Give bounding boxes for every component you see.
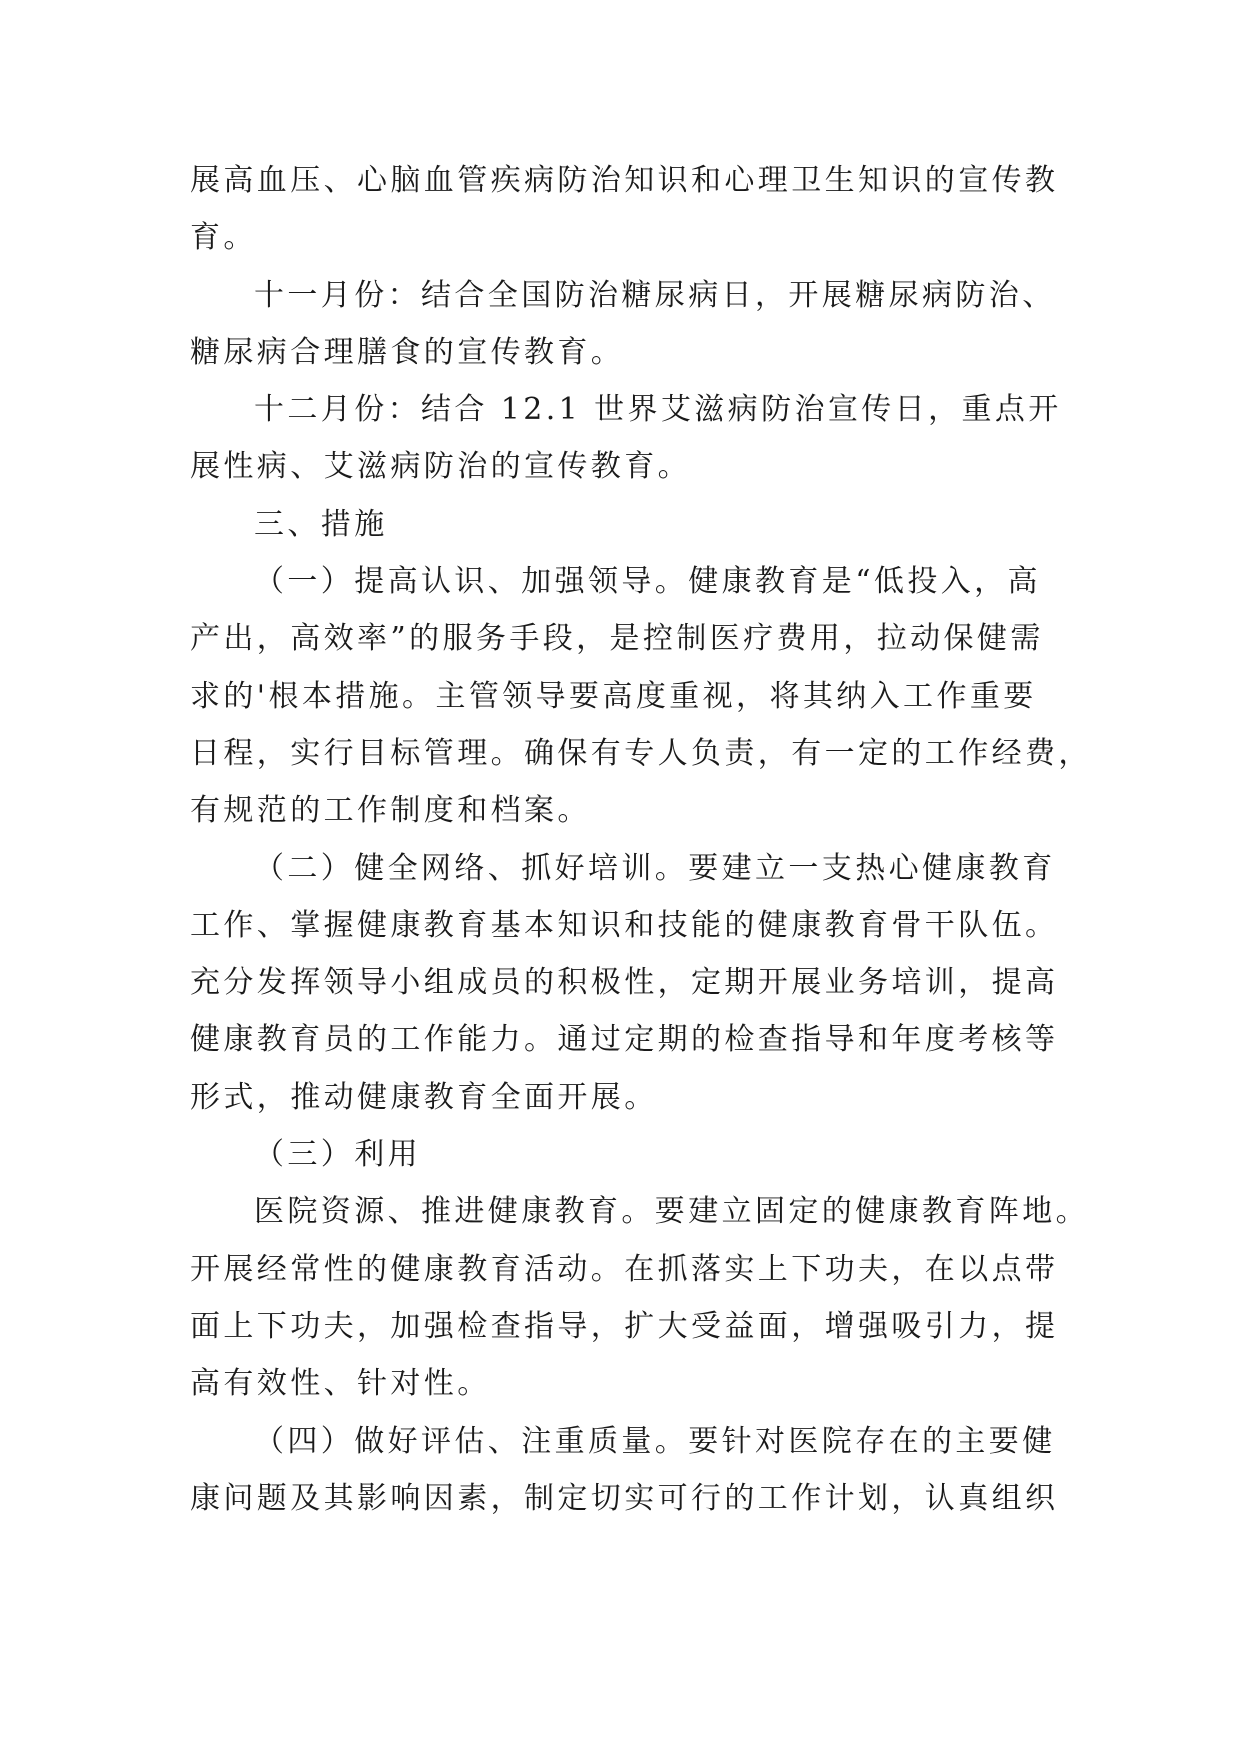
text-line: 面上下功夫，加强检查指导，扩大受益面，增强吸引力，提 [190,1308,1059,1344]
text-line: 健康教育员的工作能力。通过定期的检查指导和年度考核等 [190,1022,1059,1058]
text-line: 育。 [190,220,257,256]
text-line: 展高血压、心脑血管疾病防治知识和心理卫生知识的宣传教 [190,163,1059,198]
text-line: 工作、掌握健康教育基本知识和技能的健康教育骨干队伍。 [190,907,1059,943]
text-line: 开展经常性的健康教育活动。在抓落实上下功夫，在以点带 [190,1251,1059,1287]
text-line: （一）提高认识、加强领导。健康教育是“低投入，高 [254,564,1041,600]
text-line: 产出，高效率”的服务手段，是控制医疗费用，拉动保健需 [190,621,1044,657]
text-line: （二）健全网络、抓好培训。要建立一支热心健康教育 [254,850,1056,886]
text-line: 三、措施 [254,506,388,542]
text-line: 十一月份：结合全国防治糖尿病日，开展糖尿病防治、 [254,277,1056,313]
text-line: 形式，推动健康教育全面开展。 [190,1079,658,1115]
text-line: 糖尿病合理膳食的宣传教育。 [190,334,625,370]
document-body [190,152,1092,1527]
text-line: 求的'根本措施。主管领导要高度重视，将其纳入工作重要 [190,678,1037,714]
text-line: 日程，实行目标管理。确保有专人负责，有一定的工作经费， [190,735,1092,771]
text-line: 医院资源、推进健康教育。要建立固定的健康教育阵地。 [254,1194,1089,1230]
text-line: 高有效性、针对性。 [190,1366,491,1402]
text-line: 展性病、艾滋病防治的宣传教育。 [190,449,691,485]
text-line: 康问题及其影响因素，制定切实可行的工作计划，认真组织 [190,1480,1059,1516]
text-line: 十二月份：结合 12.1 世界艾滋病防治宣传日，重点开 [254,392,1062,428]
text-line: 充分发挥领导小组成员的积极性，定期开展业务培训，提高 [190,965,1059,1001]
text-line: （四）做好评估、注重质量。要针对医院存在的主要健 [254,1423,1056,1459]
text-line: （三）利用 [254,1137,421,1173]
text-line: 有规范的工作制度和档案。 [190,793,591,829]
